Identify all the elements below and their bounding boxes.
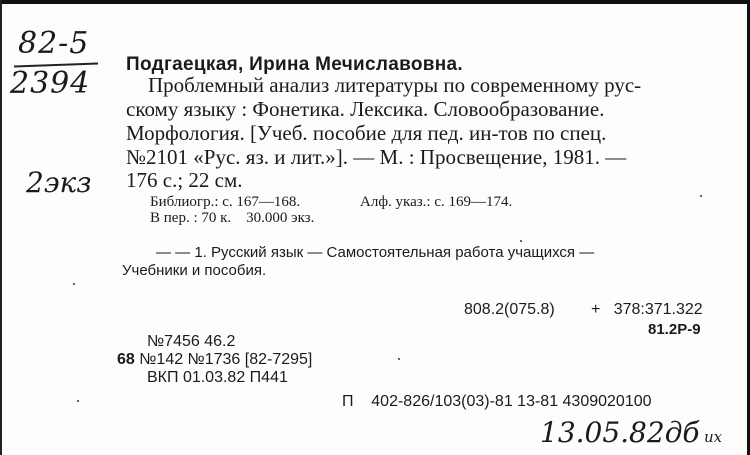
ink-speck bbox=[700, 195, 702, 197]
handwritten-call-number-2: 2394 bbox=[10, 66, 91, 101]
ink-speck bbox=[77, 400, 79, 402]
card-top-edge bbox=[0, 0, 750, 4]
registry-line-1: №7456 46.2 bbox=[147, 333, 236, 350]
bbk-index-code: 81.2Р-9 bbox=[648, 321, 701, 338]
author-heading: Подгаецкая, Ирина Мечиславовна. bbox=[126, 54, 463, 75]
registry-line-2 bbox=[117, 351, 312, 369]
subject-heading-line-2: Учебники и пособия. bbox=[122, 262, 267, 279]
handwritten-date-main: 13.05.82 bbox=[540, 416, 665, 449]
registry-line-3: ВКП 01.03.82 П441 bbox=[147, 369, 288, 386]
bibliography-note: Библиогр.: с. 167—168. bbox=[150, 194, 301, 210]
classification-plus-sign: + bbox=[591, 301, 601, 318]
bottom-code-line: П 402-826/103(03)-81 13-81 4309020100 bbox=[342, 393, 652, 410]
ink-speck bbox=[73, 283, 75, 285]
title-line-4: №2101 «Рус. яз. и лит.»]. — М. : Просвещение, 1981. — bbox=[126, 145, 627, 169]
title-line-5: 176 с.; 22 см. bbox=[126, 168, 243, 192]
bbk-code-value: 378:371.322 bbox=[613, 301, 703, 318]
registry-line-2-rest: №142 №1736 [82-7295] bbox=[139, 351, 313, 368]
handwritten-copies: 2экз bbox=[26, 166, 92, 199]
ink-speck bbox=[398, 358, 400, 360]
title-line-2: скому языку : Фонетика. Лексика. Словообразование. bbox=[126, 97, 605, 121]
title-line-1: Проблемный анализ литературы по современному рус- bbox=[148, 73, 642, 97]
handwritten-date-suffix: дб bbox=[664, 416, 700, 449]
subject-heading-line-1: — — 1. Русский язык — Самостоятельная работа учащихся — bbox=[156, 244, 595, 261]
ink-speck bbox=[520, 240, 522, 242]
udc-code: 808.2(075.8) bbox=[464, 301, 555, 318]
handwritten-date bbox=[540, 416, 700, 449]
registry-line-2-prefix: 68 bbox=[117, 351, 135, 368]
index-note: Алф. указ.: с. 169—174. bbox=[360, 194, 513, 210]
card-left-edge bbox=[0, 0, 2, 455]
bbk-code bbox=[591, 301, 703, 319]
binding-price-note: В пер. : 70 к. 30.000 экз. bbox=[150, 210, 315, 226]
handwritten-call-number-1: 82-5 bbox=[18, 26, 90, 61]
title-line-3: Морфология. [Учеб. пособие для пед. ин-тов по спец. bbox=[126, 121, 607, 145]
handwritten-initials: ux bbox=[704, 428, 723, 446]
